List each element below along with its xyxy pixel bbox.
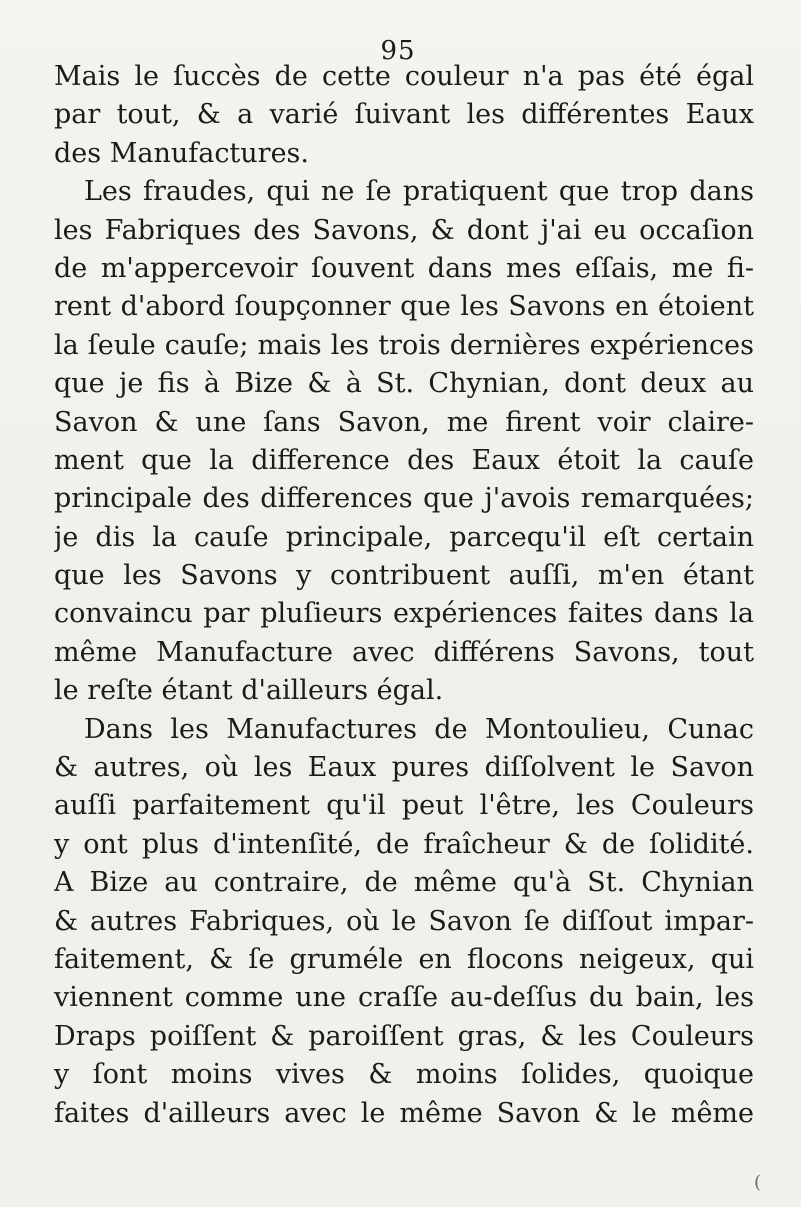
text-line-10: Savon & une ſans Savon, me firent voir claire-	[54, 406, 754, 438]
text-line-18: Dans les Manufactures de Montoulieu, Cunac	[84, 713, 754, 745]
text-line-28: faites d'ailleurs avec le même Savon & le même	[54, 1097, 754, 1129]
text-line-23: & autres Fabriques, où le Savon ſe diſſout impar-	[54, 905, 754, 937]
text-line-26: Draps poiſſent & paroiſſent gras, & les Couleurs	[54, 1020, 754, 1052]
text-line-22: A Bize au contraire, de même qu'à St. Chynian	[54, 867, 754, 899]
text-line-19: & autres, où les Eaux pures diſſolvent le Savon	[54, 752, 754, 784]
text-line-4: Les fraudes, qui ne ſe pratiquent que trop dans	[84, 176, 754, 208]
text-line-20: auſſi parfaitement qu'il peut l'être, les Couleurs	[54, 790, 754, 822]
text-line-15: convaincu par pluſieurs expériences faites dans la	[54, 598, 754, 630]
text-line-27: y ſont moins vives & moins ſolides, quoique	[54, 1059, 754, 1091]
text-line-16: même Manufacture avec différens Savons, tout	[54, 636, 754, 668]
text-line-14: que les Savons y contribuent auſſi, m'en étant	[54, 560, 754, 592]
body-text	[54, 58, 754, 1133]
bottom-mark: (	[754, 1172, 762, 1193]
text-line-11: ment que la difference des Eaux étoit la cauſe	[54, 444, 754, 476]
text-line-3: des Manufactures.	[54, 137, 309, 169]
text-line-17: le reſte étant d'ailleurs égal.	[54, 675, 444, 707]
text-line-7: rent d'abord ſoupçonner que les Savons en étoient	[54, 291, 754, 323]
text-line-12: principale des differences que j'avois remarquées;	[54, 483, 754, 515]
text-line-25: viennent comme une craſſe au-deſſus du bain, les	[54, 982, 754, 1014]
text-line-8: la ſeule cauſe; mais les trois dernières expériences	[54, 329, 754, 361]
text-line-21: y ont plus d'intenſité, de fraîcheur & de ſolidité.	[54, 828, 754, 860]
page-number: 95	[380, 36, 416, 66]
text-line-6: de m'appercevoir ſouvent dans mes eſſais, me fi-	[54, 252, 754, 284]
text-line-13: je dis la cauſe principale, parcequ'il eſt certain	[54, 521, 754, 553]
text-line-5: les Fabriques des Savons, & dont j'ai eu occaſion	[54, 214, 754, 246]
text-line-9: que je fis à Bize & à St. Chynian, dont deux au	[54, 368, 754, 400]
text-line-24: faitement, & ſe gruméle en flocons neigeux, qui	[54, 943, 754, 975]
text-line-2: par tout, & a varié ſuivant les différentes Eaux	[54, 99, 754, 131]
text-line-1: Mais le ſuccès de cette couleur n'a pas été égal	[54, 61, 754, 92]
